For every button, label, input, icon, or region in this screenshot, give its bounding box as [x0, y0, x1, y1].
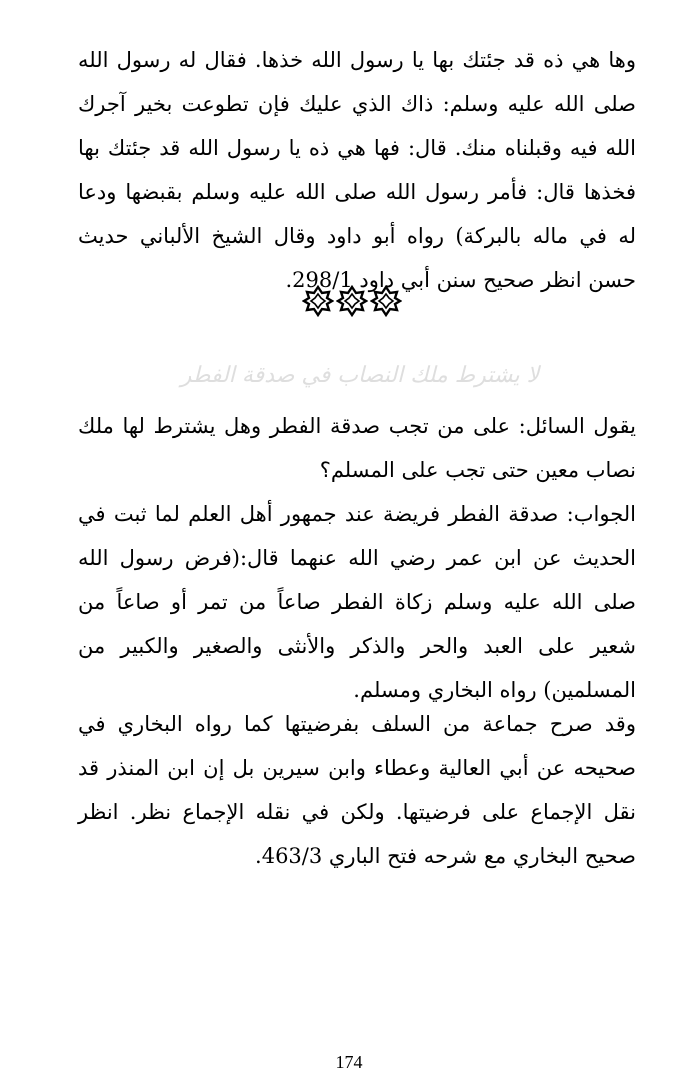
star-ornament-icon	[336, 285, 368, 317]
star-ornament-icon	[302, 285, 334, 317]
star-ornament-icon	[370, 285, 402, 317]
closing-paragraph: وقد صرح جماعة من السلف بفرضيتها كما رواه البخاري في صحيحه عن أبي العالية وعطاء وابن سيرين بل إن ابن المنذر قد نقل الإجماع على فرضيتها. ولكن في نقله الإجماع نظر. انظر صحيح البخاري مع شرحه فتح الباري 463/3.	[78, 712, 636, 868]
page-number: 174	[335, 1052, 363, 1072]
text-block-bottom	[78, 702, 636, 878]
three-star-ornament-icon	[300, 284, 404, 318]
question-paragraph: يقول السائل: على من تجب صدقة الفطر وهل يشترط لها ملك نصاب معين حتى تجب على المسلم؟	[78, 414, 636, 482]
text-block-question	[78, 404, 636, 712]
text-block-top	[78, 38, 636, 302]
paragraph-continuation: وها هي ذه قد جئتك بها يا رسول الله خذها. فقال له رسول الله صلى الله عليه وسلم: ذاك الذي عليك فإن تطوعت بخير آجرك الله فيه وقبلناه منك. قال: فها هي ذه يا رسول الله قد جئتك بها فخذها قال: فأمر رسول الله صلى الله عليه وسلم بقبضها ودعا له في ماله بالبركة) رواه أبو داود وقال الشيخ الألباني حديث حسن انظر صحيح سنن أبي داود 298/1.	[78, 48, 636, 292]
section-heading: لا يشترط ملك النصاب في صدقة الفطر	[180, 363, 540, 388]
answer-paragraph: الجواب: صدقة الفطر فريضة عند جمهور أهل العلم لما ثبت في الحديث عن ابن عمر رضي الله عنهما قال:(فرض رسول الله صلى الله عليه وسلم زكاة الفطر صاعاً من تمر أو صاعاً من شعير على العبد والحر والذكر والأنثى والصغير والكبير من المسلمين) رواه البخاري ومسلم.	[78, 502, 636, 702]
